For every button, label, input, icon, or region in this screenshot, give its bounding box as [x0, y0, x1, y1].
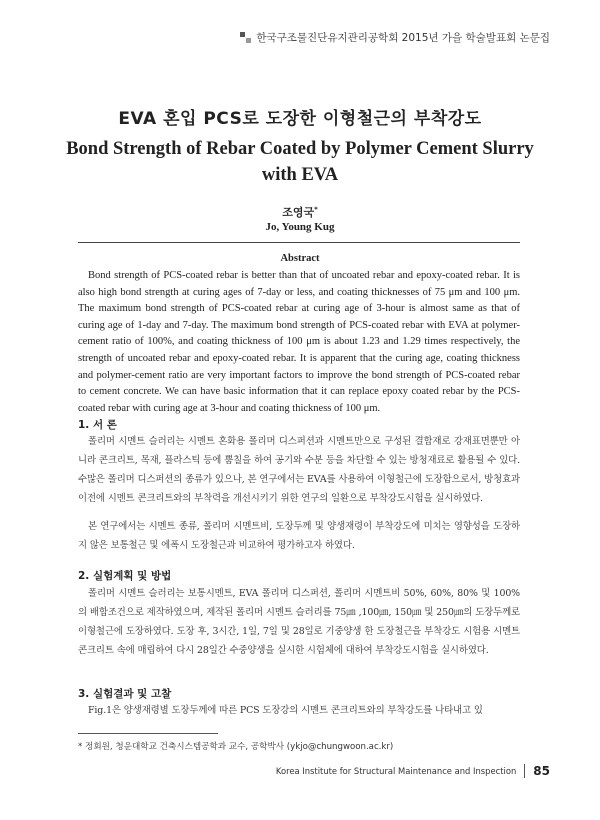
- page-number: 85: [533, 764, 550, 778]
- introduction-paragraph-2: 본 연구에서는 시멘트 종류, 폴리머 시멘트비, 도장두께 및 양생재령이 부착강도에 미치는 영향성을 도장하지 않은 보통철근 및 에폭시 도장철근과 비교하여 평가하고자 하였다.: [78, 521, 520, 551]
- footer-divider: [524, 764, 525, 778]
- section-heading-introduction: 1. 서 론: [78, 419, 117, 431]
- footer-organization: Korea Institute for Structural Maintenance and Inspection: [275, 766, 517, 776]
- author-name-korean: 조영국: [282, 206, 315, 219]
- title-korean: EVA 혼입 PCS로 도장한 이형철근의 부착강도: [118, 109, 482, 129]
- results-paragraph: Fig.1은 양생재령별 도장두께에 따른 PCS 도장강의 시멘트 콘크리트와의 부착강도를 나타내고 있: [88, 705, 483, 716]
- running-header: [240, 30, 550, 45]
- abstract-rule: [78, 242, 520, 243]
- section-heading-method: 2. 실험계획 및 방법: [78, 570, 172, 582]
- abstract-heading: Abstract: [280, 253, 320, 264]
- running-header-text: 한국구조물진단유지관리공학회 2015년 가을 학술발표회 논문집: [256, 32, 550, 44]
- author-english: Jo, Young Kug: [265, 221, 335, 233]
- page-footer: [276, 764, 550, 778]
- method-paragraph: 폴리머 시멘트 슬러리는 보통시멘트, EVA 폴리머 디스퍼션, 폴리머 시멘트비 50%, 60%, 80% 및 100%의 배합조건으로 제작하였으며, 제작된 폴리머 시멘트 슬러리를 75㎛ ,100㎛, 150㎛ 및 250㎛의 도장두께로 이형철근에 도장하였다. 도장 후, 3시간, 1일, 7일 및 28일로 기중양생 한 도장철근을 부착강도 시험용 시멘트 콘크리트 속에 매립하여 다시 28일간 수중양생을 실시한 시험체에 대하여 부착강도시험을 실시하였다.: [78, 588, 520, 656]
- introduction-paragraph-1: 폴리머 시멘트 슬러리는 시멘트 혼화용 폴리머 디스퍼션과 시멘트만으로 구성된 결합재로 강재표면뿐만 아니라 콘크리트, 목재, 플라스틱 등에 뿜칠을 하여 공기와 수분 등을 차단할 수 있는 방청재료로 활용될 수 있다. 수많은 폴리머 디스퍼션의 종류가 있으나, 본 연구에서는 EVA를 사용하여 이형철근에 도장함으로서, 방청효과 이전에 시멘트 콘크리트와의 부착력을 개선시키기 위한 연구의 일환으로 부착강도시험을 실시하였다.: [78, 436, 521, 504]
- footnote: * 정회원, 청운대학교 건축시스템공학과 교수, 공학박사 (ykjo@chungwoon.ac.kr): [78, 742, 394, 752]
- society-logo-icon: [240, 32, 252, 44]
- title-english: Bond Strength of Rebar Coated by Polymer Cement Slurry with EVA: [66, 139, 534, 185]
- author-marker: *: [314, 205, 318, 214]
- footnote-rule: [78, 733, 218, 734]
- author-korean: [0, 204, 600, 220]
- abstract-body: Bond strength of PCS-coated rebar is better than that of uncoated rebar and epoxy-coated rebar. It is also high bond strength at curing ages of 7-day or less, and coating thicknesses of 75 μm and 100 μm. The maximum bond strength of PCS-coated rebar at curing age of 3-hour is almost same as that of curing age of 1-day and 7-day. The maximum bond strength of PCS-coated rebar with EVA at polymer-cement ratio of 100%, and coating thickness of 100 μm is about 1.23 and 1.29 times respectively, the strength of uncoated rebar and epoxy-coated rebar. It is apparent that the curing age, coating thickness and polymer-cement ratio are very important factors to improve the bond strength of PCS-coated rebar to cement concrete. We can have basic information that it can replace epoxy coated rebar by the PCS-coated rebar with curing age at 3-hour and coating thickness of 100 μm.: [78, 270, 520, 414]
- section-heading-results: 3. 실험결과 및 고찰: [78, 688, 172, 700]
